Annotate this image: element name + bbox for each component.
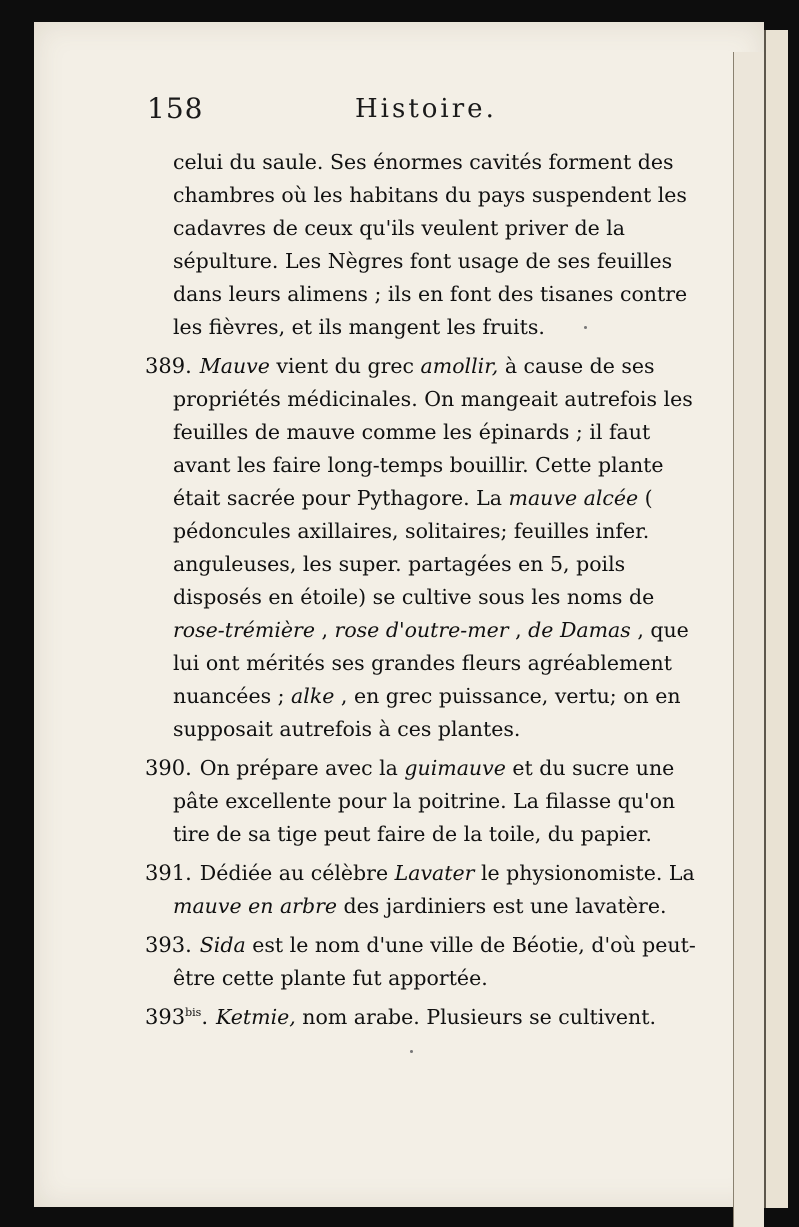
running-title: Histoire. — [355, 94, 497, 124]
entry-text: , — [508, 618, 529, 642]
entry-text: , en grec puissance, vertu; on en supposait autrefois à ces plantes. — [173, 684, 681, 741]
note-entries — [145, 350, 700, 1034]
ink-speck — [584, 326, 587, 329]
entry-text: à cause de ses propriétés médicinales. On mangeait autrefois les feuilles de mauve comme les épinards ; il faut avant les faire long-temps bouillir. Cette plante était sacrée pour Pythagore. La — [173, 354, 693, 510]
entry-text: vient du grec — [269, 354, 421, 378]
italic-term: Lavater — [394, 861, 475, 885]
continued-paragraph: celui du saule. Ses énormes cavités forment des chambres où les habitans du pays suspendent les cadavres de ceux qu'ils veulent priver de la sépulture. Les Nègres font usage de ses feuilles dans leurs alimens ; ils en font des tisanes contre les fièvres, et ils mangent les fruits. — [173, 150, 688, 339]
italic-term: rose-trémière — [173, 618, 315, 642]
ink-speck — [410, 1050, 413, 1053]
note-entry-390 — [145, 752, 700, 851]
note-entry-393bis — [145, 1001, 700, 1034]
italic-term: Mauve — [199, 354, 270, 378]
italic-term: amollir, — [420, 354, 499, 378]
entry-text: , — [314, 618, 335, 642]
entry-number: $393^{bis}$. — [145, 1005, 208, 1029]
entry-text: nom arabe. Plusieurs se cultivent. — [295, 1005, 657, 1029]
entry-text: On prépare avec la — [199, 756, 405, 780]
adjacent-page-edge — [764, 30, 788, 1208]
italic-term: rose d'outre-mer — [334, 618, 509, 642]
entry-text: Dédiée au célèbre — [199, 861, 395, 885]
running-header — [147, 92, 507, 132]
italic-term: de Damas — [528, 618, 631, 642]
page-body — [145, 146, 700, 1034]
entry-number-superscript: bis — [185, 1006, 202, 1019]
italic-term: mauve alcée — [508, 486, 639, 510]
italic-term: Ketmie, — [216, 1005, 296, 1029]
entry-text: des jardiniers est une lavatère. — [337, 894, 667, 918]
italic-term: mauve en arbre — [173, 894, 338, 918]
entry-text: , que lui ont mérités ses grandes fleurs agréablement nuancées ; — [173, 618, 689, 708]
italic-term: alke — [291, 684, 335, 708]
page-number: 158 — [147, 92, 204, 125]
italic-term: Sida — [199, 933, 246, 957]
entry-text: est le nom d'une ville de Béotie, d'où peut-être cette plante fut apportée. — [173, 933, 696, 990]
note-entry-393 — [145, 929, 700, 995]
note-entry-389 — [145, 350, 700, 746]
entry-number: 391. — [145, 861, 192, 885]
entry-text: ( pédoncules axillaires, solitaires; feuilles infer. anguleuses, les super. partagées en 5, poils disposés en étoile) se cultive sous les noms de — [173, 486, 655, 609]
italic-term: guimauve — [404, 756, 506, 780]
note-entry-391 — [145, 857, 700, 923]
entry-number: 389. — [145, 354, 192, 378]
entry-number: 390. — [145, 756, 192, 780]
entry-number: 393. — [145, 933, 192, 957]
entry-text: et du sucre une pâte excellente pour la poitrine. La filasse qu'on tire de sa tige peut faire de la toile, du papier. — [173, 756, 676, 846]
page-fore-edge — [733, 52, 764, 1227]
entry-text: le physionomiste. La — [474, 861, 695, 885]
